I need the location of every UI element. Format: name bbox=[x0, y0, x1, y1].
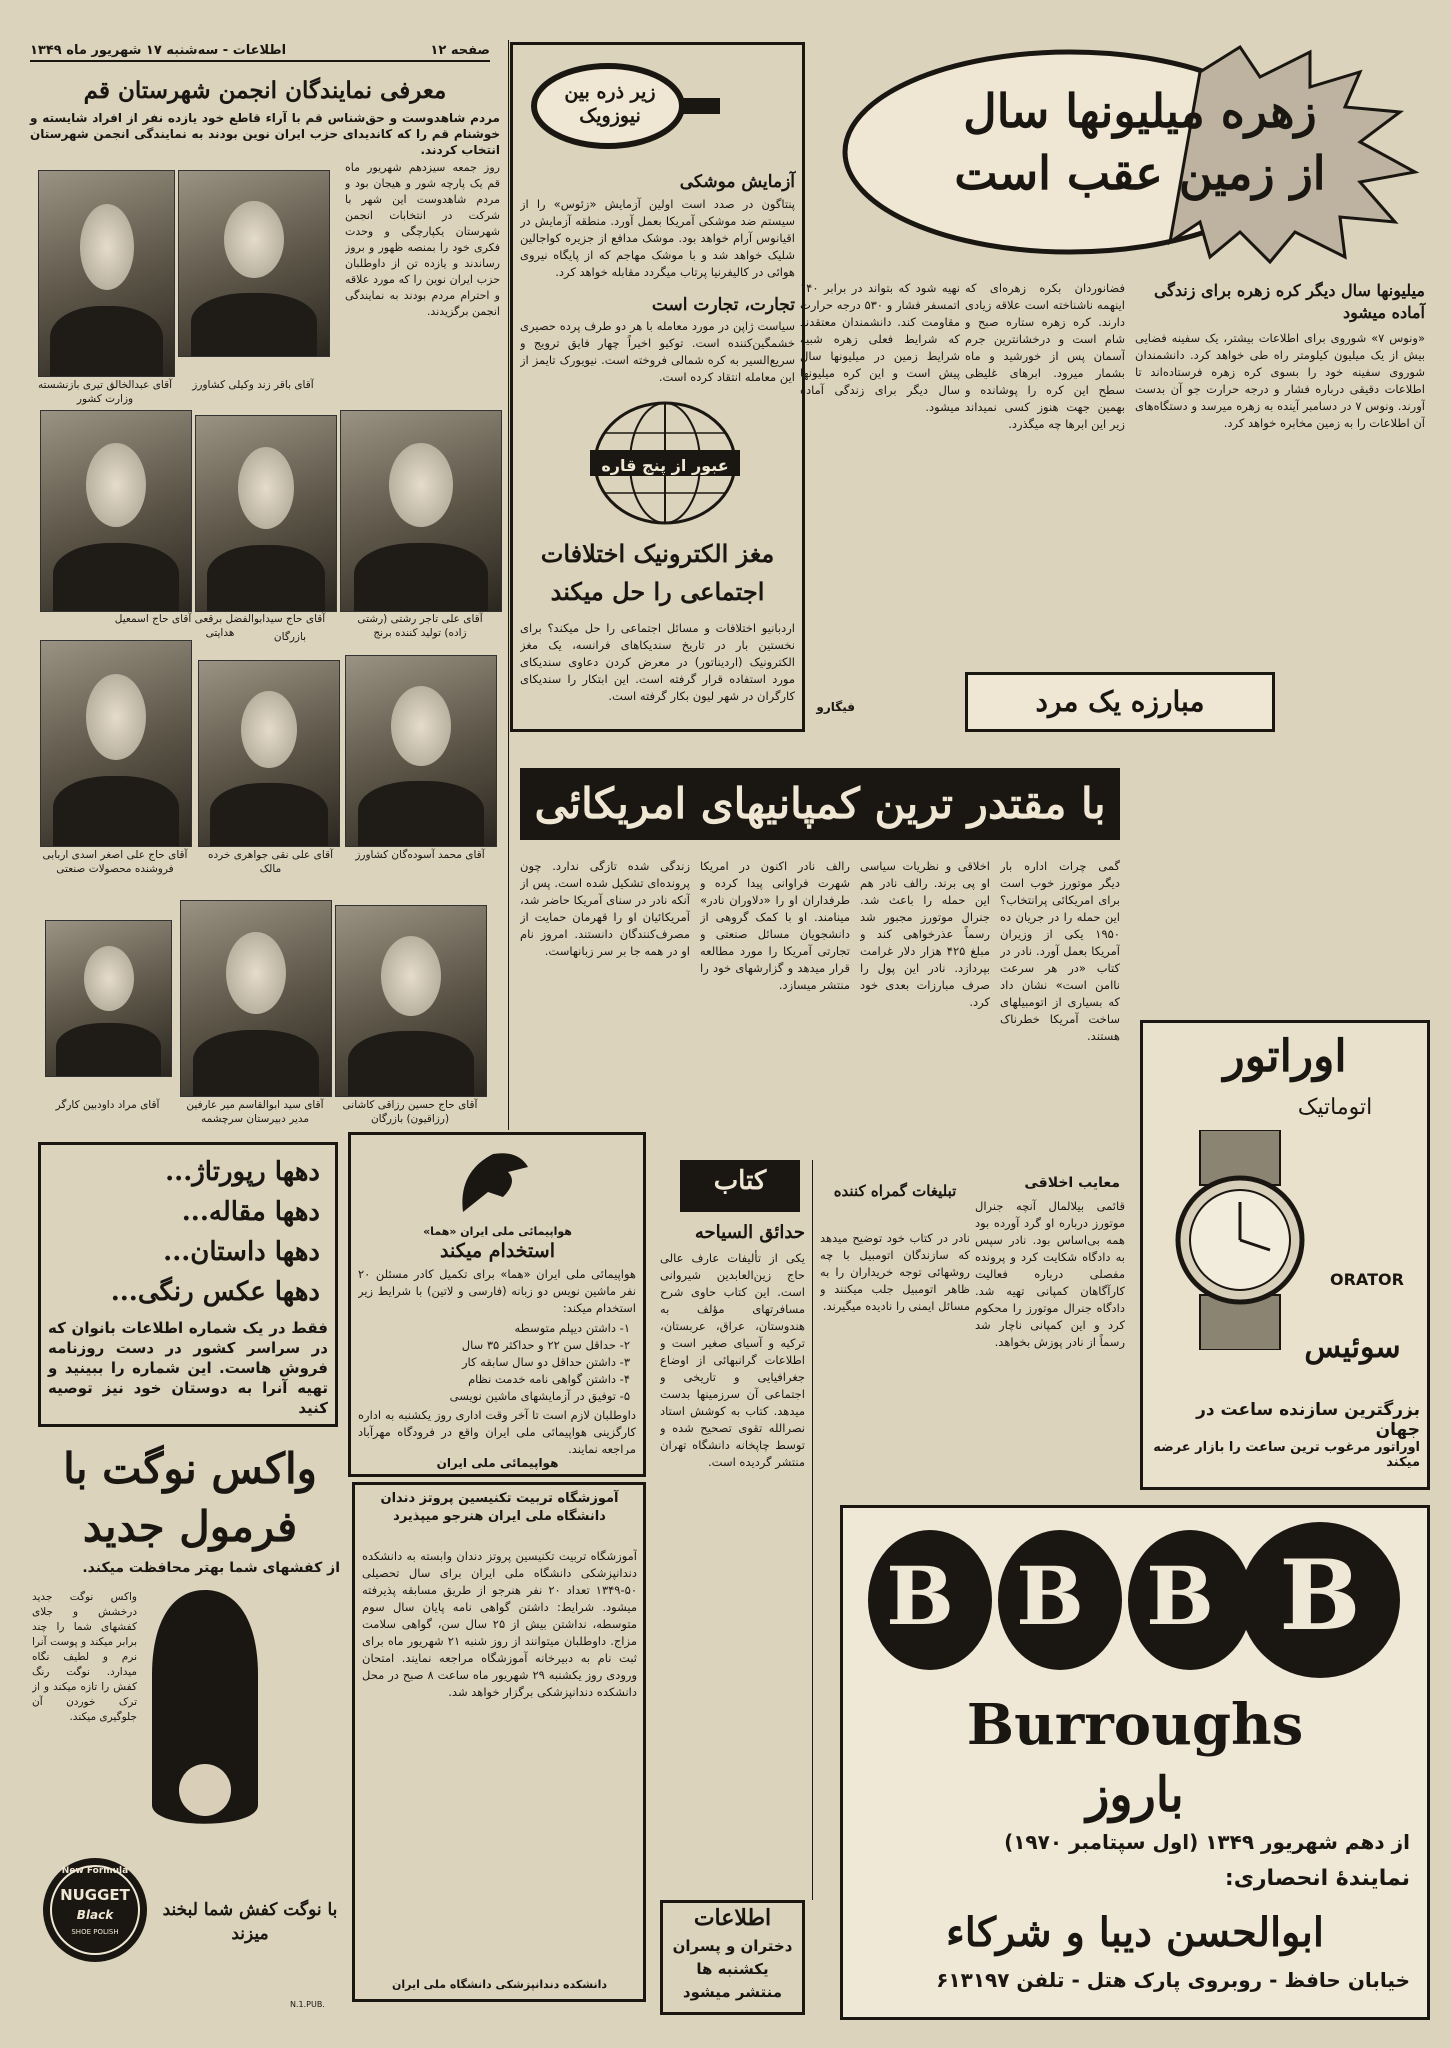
books-body: یکی از تألیفات عارف عالی حاج زین‌العابدین شیروانی است. این کتاب حاوی شرح مسافرتهای مؤلف به هندوستان، عراق، عربستان، ترکیه و آسیای صغیر است و اطلاعات گرانبهائی از اوضاع جغرافیایی و تاریخی و اجتماعی آن سرزمینها بدست میدهد. کتاب به کوشش استاد نصرالله تقوی تصحیح شده و توسط چاپخانه دانشگاه تهران منتشر گردیده است. bbox=[660, 1251, 805, 1469]
orator-subtitle: اتوماتیک bbox=[1297, 1095, 1373, 1120]
homa-company: هواپیمائی ملی ایران «هما» bbox=[423, 1225, 572, 1238]
burroughs-logo-letter: B bbox=[1146, 1549, 1214, 1643]
dental-body: آموزشگاه تربیت تکنیسین پروتز دندان وابسته به دانشکده دندانپزشکی دانشگاه ملی ایران برای سال تحصیلی ۵۰-۱۳۴۹ تعداد ۲۰ نفر هنرجو از طریق مسابقه پذیرفته میشود. شرایط: داشتن گواهی نامه پایان سال سوم متوسطه، نداشتن بیش از ۲۵ سال سن، گواهی سلامت مزاج. داوطلبان میتوانند از روز شنبه ۲۱ شهریور ماه برای ثبت نام به دبیرخانه آموزشگاه مراجعه نمایند. امتحان ورودی روز یکشنبه ۲۹ شهریور ماه ساعت ۸ صبح در محل دانشکده دندانپزشکی برگزار خواهد شد. bbox=[362, 1549, 637, 1699]
homa-outro: داوطلبان لازم است تا آخر وقت اداری روز یکشنبه به اداره کارگزینی هواپیمائی ملی ایران واقع در فرودگاه مهرآباد مراجعه نمایند. bbox=[358, 1408, 636, 1455]
photo-caption: آقای علی نقی جواهری خرده مالک bbox=[207, 849, 334, 875]
orator-title-fa: اوراتور bbox=[1223, 1031, 1347, 1082]
nugget-can-brand: NUGGET bbox=[60, 1886, 130, 1904]
fight-col: اخلاقی و نظریات سیاسی او پی برند. رالف نادر هم این حمله را باعث شد. جنرال موتورز مجبور شد رسماً عذرخواهی کند و مبلغ ۴۲۵ هزار دلار غرامت بپردازد. نادر این پول را صرف مبارزات بعدی خود کرد. bbox=[860, 859, 990, 1009]
portrait-photo bbox=[38, 170, 175, 377]
promo-item: دهها عکس رنگی... bbox=[110, 1277, 320, 1307]
paper-dateline: اطلاعات - سه‌شنبه ۱۷ شهریور ماه ۱۳۴۹ bbox=[30, 43, 287, 58]
page-header bbox=[30, 38, 490, 62]
burroughs-agent: ابوالحسن دیبا و شرکاء bbox=[945, 1909, 1325, 1956]
venus-col: فضانوردان بکره زهره‌ای که اینهمه ناشناخته است علاقه زیادی دارند. کره زهره ستاره صبح و شام است و درخشانترین جرم آسمان پس از خورشید و ماه بشمار میرود. ابرهای غلیظی سطح این کره را پوشانده و بهمین جهت هنوز کسی نمیداند زیر این ابرها چه میگذرد. bbox=[965, 281, 1125, 431]
photo-caption: آقای علی تاجر رشتی (رشتی زاده) تولید کننده برنج bbox=[357, 613, 483, 639]
column-rule bbox=[812, 1160, 813, 1900]
column-rule bbox=[508, 40, 509, 1130]
portrait-photo bbox=[335, 905, 487, 1097]
promo-item: دهها داستان... bbox=[163, 1237, 320, 1267]
homa-requirement: ۴- داشتن گواهی نامه خدمت نظام bbox=[468, 1372, 630, 1386]
venus-credit: فیگارو bbox=[816, 700, 855, 714]
promo-item: دهها رپورتاژ... bbox=[165, 1157, 320, 1187]
portrait-photo bbox=[340, 410, 502, 612]
photo-caption: آقای مراد داودبین کارگر bbox=[55, 1099, 160, 1111]
burroughs-name-fa: باروز bbox=[1086, 1767, 1184, 1823]
venus-subhead: میلیونها سال دیگر کره زهره برای زندگی آماده میشود bbox=[1153, 281, 1425, 322]
photo-caption: آقای حاج علی اصغر اسدی اربابی فروشنده محصولات صنعتی bbox=[42, 849, 188, 875]
photo-caption: آقای محمد آسوده‌گان کشاورز bbox=[355, 849, 485, 861]
ads-title: تبلیغات گمراه کننده bbox=[833, 1182, 957, 1200]
watch-icon bbox=[1160, 1130, 1320, 1350]
portrait-photo bbox=[345, 655, 497, 847]
fight-col: گمی چرات اداره بار دیگر موتورز خوب است برای امریکائی پرانتخاب؟ این حمله را در جریان ده ۱۹۵۰ یکی از وزیران آمریکا بعمل آورد. نادر در کتاب «در هر سرعت ناامن است» نشان داد که بسیاری از اتومبیلهای ساخت آمریکا خطرناک هستند. bbox=[1000, 859, 1120, 1043]
fight-headline: با مقتدر ترین کمپانیهای امریکائی bbox=[534, 779, 1106, 828]
homa-title: استخدام میکند bbox=[440, 1240, 555, 1262]
nugget-code: N.1.PUB. bbox=[290, 2000, 325, 2009]
homa-intro: هواپیمائی ملی ایران «هما» برای تکمیل کادر مسئلن ۲۰ نفر ماشین نویس دو زبانه (فارسی و لاتین) با شرایط زیر استخدام میکند: bbox=[358, 1267, 636, 1315]
nugget-subhead: از کفشهای شما بهتر محافظت میکند. bbox=[82, 1560, 340, 1576]
homa-sign: هواپیمائی ملی ایران bbox=[436, 1456, 559, 1470]
portrait-photo bbox=[45, 920, 172, 1077]
nugget-body: واکس نوگت جدید درخشش و جلای کفشهای شما را چند برابر میکند و پوست آنرا نرم و لطیف نگاه میدارد. نوگت رنگ کفش را تازه میکند و از ترک خوردن آن جلوگیری میکند. bbox=[32, 1591, 137, 1723]
homa-requirement: ۱- داشتن دیپلم متوسطه bbox=[514, 1321, 630, 1335]
portrait-photo bbox=[40, 410, 192, 612]
electronic-brain-headline: مغز الکترونیک اختلافات اجتماعی را حل میکند bbox=[540, 539, 775, 606]
fight-col: رالف نادر اکنون در امریکا شهرت فراوانی پیدا کرده و طرفداران او را «دلاوران نادر» مینامند. او با کمک گروهی از دانشجویان مسائل صنعتی و تجارتی آمریکا را مورد مطالعه قرار میدهد و گزارشهای خود را منتشر میسازد. bbox=[700, 859, 850, 992]
venus-col: «ونوس ۷» شوروی برای اطلاعات بیشتر، یک سفینه فضایی بیش از یک میلیون کیلومتر راه طی خواهد کرد. دانشمندان شوروی سفینه خود را بسوی کره زهره فرستاده‌اند تا اطلاعات دقیقی درباره فشار و درجه حرارت جو آن بدست آورند. ونوس ۷ در دسامبر آینده به زهره میرسد و دستگاه‌های آن اطلاعات را به زمین مخابره خواهد کرد. bbox=[1135, 331, 1425, 430]
ads-body: نادر در کتاب خود توضیح میدهد که سازندگان اتومبیل با چه روشهائی توجه خریداران را به ظاهر اتومبیل جلب میکنند و مسائل ایمنی را نادیده میگیرند. bbox=[820, 1231, 970, 1313]
nugget-headline: واکس نوگت با فرمول جدید bbox=[63, 1444, 317, 1551]
homa-bird-icon bbox=[448, 1142, 538, 1222]
apology-body: قائمی بیلالمال آنچه جنرال موتورز درباره او گرد آورده بود همه بی‌اساس بود. نادر سپس به دادگاه شکایت کرد و پرونده مفصلی درباره فعالیت کارآگاهان کمپانی تهیه شد. دادگاه جنرال موتورز را محکوم کرد و این کمپانی ناچار شد رسماً از نادر پوزش بخواهد. bbox=[975, 1199, 1125, 1349]
apology-title: معایب اخلاقی bbox=[1024, 1175, 1120, 1191]
burroughs-logo-letter: B bbox=[1016, 1549, 1084, 1643]
photo-caption: آقای حاج سیدابوالفضل برقعی آقای حاج اسمعیل هدایتی bbox=[114, 613, 326, 639]
nugget-can-top: New Formula bbox=[61, 1866, 129, 1876]
dental-title: آموزشگاه تربیت تکنیسین پروتز دندان دانشگاه ملی ایران هنرجو میپذیرد bbox=[380, 1491, 619, 1524]
newsweek-logo: زیر ذره بین نیوزویک bbox=[564, 81, 656, 127]
portrait-photo bbox=[40, 640, 192, 847]
portrait-photo bbox=[180, 900, 332, 1097]
story-title: آزمایش موشکی bbox=[679, 172, 795, 192]
etelaat-girls-line: یکشنبه ها bbox=[696, 1960, 769, 1978]
orator-brand: ORATOR bbox=[1330, 1270, 1404, 1289]
homa-requirement: ۲- حداقل سن ۲۲ و حداکثر ۳۵ سال bbox=[461, 1338, 630, 1352]
burroughs-address: خیابان حافظ - روبروی پارک هتل - تلفن ۶۱۳۱۹۷ bbox=[936, 1968, 1410, 1992]
photo-caption: بازرگان bbox=[273, 631, 307, 643]
globe-label: عبور از پنج قاره bbox=[601, 456, 729, 475]
photo-caption: آقای حاج حسین رزاقی کاشانی (رزاقیون) بازرگان bbox=[342, 1099, 478, 1125]
homa-requirement: ۳- داشتن حداقل دو سال سابقه کار bbox=[461, 1355, 630, 1369]
burroughs-agent-label: نمایندهٔ انحصاری: bbox=[1224, 1866, 1410, 1891]
orator-tagline: اوراتور مرغوب ترین ساعت را بازار عرضه میکند bbox=[1153, 1440, 1420, 1470]
etelaat-girls-line: دختران و پسران bbox=[672, 1937, 793, 1955]
portrait-photo bbox=[198, 660, 340, 847]
promo-body: فقط در یک شماره اطلاعات بانوان که در سراسر کشور در دست روزنامه فروش هاست. این شماره را ببینید و تهیه آنرا به دوستان خود نیز توصیه کنید bbox=[48, 1319, 328, 1417]
story-body: پنتاگون در صدد است اولین آزمایش «زئوس» را از سیستم ضد موشکی آمریکا بعمل آورد. منطقه آزمایش در اقیانوس آرام خواهد بود. موشک مدافع از جزیره کواجالین شلیک خواهد شد و با موشک مهاجم که از پایگاه نیروی هوائی در کالیفرنیا پرتاب میگردد مقابله خواهد کرد. bbox=[520, 197, 795, 279]
burroughs-name-en: Burroughs bbox=[966, 1692, 1304, 1758]
venus-col: نهیه شود که بتواند در برابر ۱۴۰ اتمسفر فشار و ۵۳۰ درجه حرارت مقاومت کند. دانشمندان معتقدند که شرایط فعلی زهره شبیه شرایط زمین در میلیونها سال پیش است و این کره میلیونها سال دیگر برای زندگی آماده میشود. bbox=[800, 281, 960, 414]
orator-swiss: سوئیس bbox=[1304, 1330, 1401, 1365]
photo-caption: آقای باقر زند وکیلی کشاورز bbox=[192, 379, 314, 391]
story-body: سیاست ژاپن در مورد معامله با هر دو طرف پرده حصیری خشمگین‌کننده است. توکیو اخیراً چهار فایق ترویج و سریع‌السیر به کره شمالی فروخته است. نیویورک تایمز از این معامله انتقاد کرده است. bbox=[520, 319, 795, 384]
portrait-photo bbox=[195, 415, 337, 612]
venus-headline-line: از زمین عقب است bbox=[954, 146, 1326, 200]
dental-sign: دانشکده دندانپزشکی دانشگاه ملی ایران bbox=[391, 1978, 608, 1991]
nugget-slogan: با نوگت کفش شما لبخند میزند bbox=[162, 1900, 338, 1944]
story-title: تجارت، تجارت است bbox=[651, 295, 795, 315]
photo-caption: آقای سید ابوالقاسم میر عارفین مدیر دبیرستان سرچشمه bbox=[186, 1099, 324, 1125]
books-logo: کتاب bbox=[713, 1166, 767, 1196]
books-title: حدائق السیاحه bbox=[694, 1222, 805, 1243]
nugget-can-color: Black bbox=[76, 1908, 114, 1922]
fight-badge: مبارزه یک مرد bbox=[1035, 685, 1205, 718]
burroughs-date: از دهم شهریور ۱۳۴۹ (اول سپتامبر ۱۹۷۰) bbox=[1004, 1830, 1410, 1854]
shoe-icon bbox=[140, 1585, 270, 1845]
qom-title: معرفی نمایندگان انجمن شهرستان قم bbox=[83, 77, 447, 104]
homa-requirement: ۵- توفیق در آزمایشهای ماشین نویسی bbox=[449, 1389, 630, 1403]
qom-lead: مردم شاهدوست و حق‌شناس قم با آراء قاطع خود یازده نفر از افراد شایسته و خوشنام قم را که کاندیدای حزب ایران نوین بودند به نمایندگی انجمن شهرستان انتخاب کردند. bbox=[30, 111, 500, 157]
story-body: اردبانیو اختلافات و مسائل اجتماعی را حل میکند؟ برای نخستین بار در تاریخ سندیکاهای فرانسه، یک مغز الکترونیک (اردیناتور) در معرض کردن دعاوی سندیکای مورد استفاده قرار گرفته است. این ابتکار را سندیکای کارگران در شهر لیون بکار گرفته است. bbox=[520, 621, 795, 703]
fight-col: زندگی شده تازگی ندارد. چون پرونده‌ای تشکیل شده است. پس از آنکه نادر در سنای آمریکا حاضر شد، آمریکائیان او را قهرمان حمایت از مصرف‌کنندگان دانستند. امروز نام او در همه جا بر سر زبانهاست. bbox=[520, 859, 690, 958]
photo-caption: آقای عبدالخالق تیری بازنشسته وزارت کشور bbox=[37, 379, 173, 405]
portrait-photo bbox=[178, 170, 330, 357]
nugget-can-sub: SHOE POLISH bbox=[71, 1928, 119, 1936]
etelaat-girls-title: اطلاعات bbox=[693, 1905, 772, 1931]
page-number: صفحه ۱۲ bbox=[430, 43, 490, 58]
burroughs-logo-letter: B bbox=[1279, 1539, 1361, 1652]
orator-tagline: بزرگترین سازنده ساعت در جهان bbox=[1196, 1400, 1420, 1440]
burroughs-logo-letter: B bbox=[886, 1549, 954, 1643]
promo-item: دهها مقاله... bbox=[181, 1197, 320, 1227]
qom-body: روز جمعه سیزدهم شهریور ماه قم یک پارچه شور و هیجان بود و مردم شاهدوست این شهر با شرکت در انتخابات انجمن شهرستان یکپارچگی و وحدت فکری خود را بمنصه ظهور و بروز رساندند و یازده تن از داوطلبان حزب ایران نوین را که مورد علاقه و احترام مردم بودند به نمایندگی انجمن برگزیدند. bbox=[345, 161, 500, 318]
venus-headline-line: زهره میلیونها سال bbox=[963, 84, 1317, 138]
venus-headline bbox=[880, 80, 1400, 204]
etelaat-girls-line: منتشر میشود bbox=[682, 1983, 783, 2001]
